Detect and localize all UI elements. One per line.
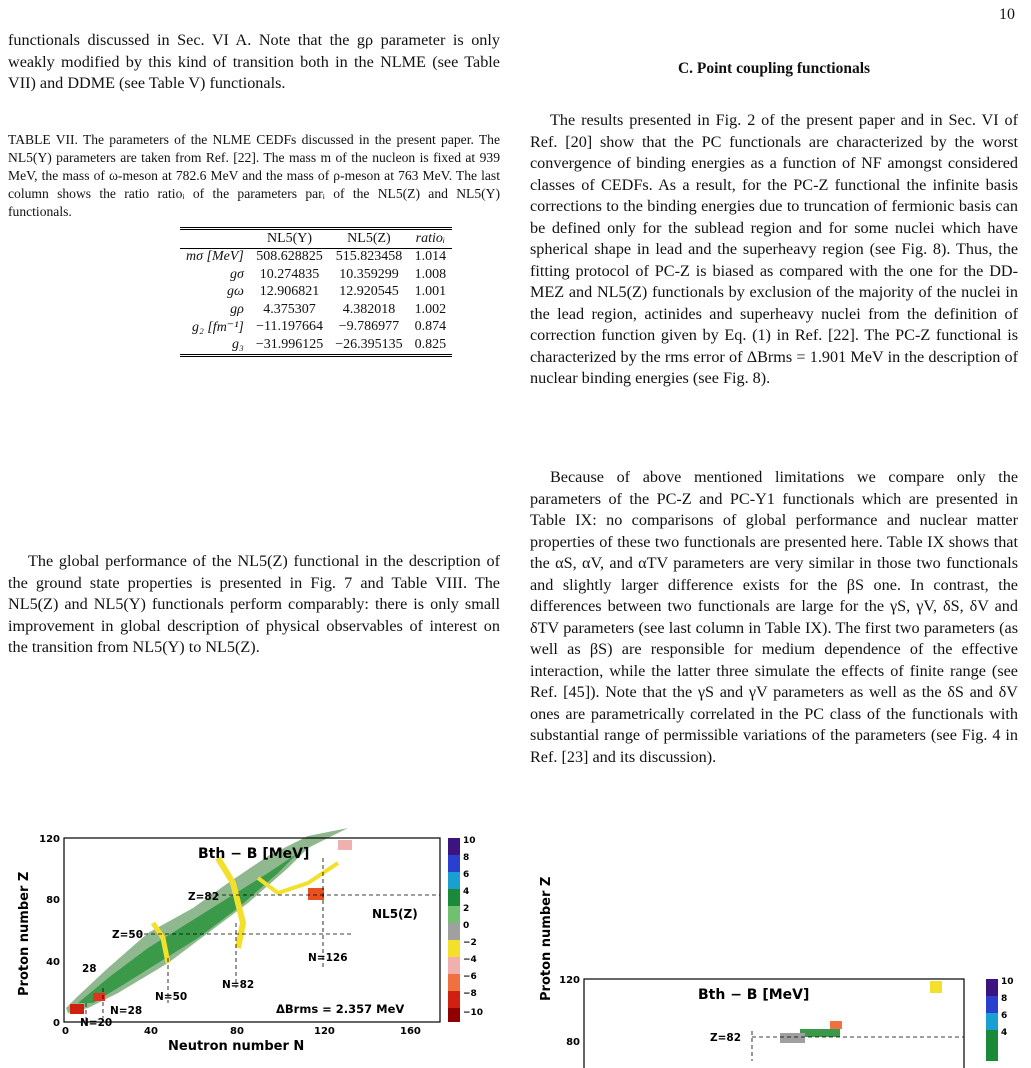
x-tick-labels bbox=[62, 1026, 421, 1037]
table-row bbox=[180, 284, 452, 302]
x-tick-label: 0 bbox=[62, 1026, 69, 1037]
green-region bbox=[800, 1029, 840, 1037]
figure-nl5z-binding-map bbox=[8, 828, 500, 1068]
magic-label: N=20 bbox=[80, 1017, 113, 1029]
x-tick-label: 160 bbox=[400, 1026, 421, 1037]
table-cell: 10.274835 bbox=[259, 266, 320, 282]
table-cell: 4.382018 bbox=[342, 301, 396, 317]
table-cell: 1.002 bbox=[414, 301, 447, 317]
magic-label: Z=82 bbox=[710, 1032, 742, 1044]
y-tick-labels bbox=[39, 834, 60, 1029]
magic-label: 28 bbox=[82, 963, 97, 975]
x-tick-label: 120 bbox=[314, 1026, 335, 1037]
y-axis-label: Proton number Z bbox=[539, 876, 554, 1001]
colorbar-tick-label: 6 bbox=[1001, 1011, 1008, 1021]
colorbar-segment bbox=[986, 996, 998, 1013]
table-cell: gρ bbox=[230, 301, 244, 317]
table-header-row bbox=[180, 229, 452, 249]
pink-region bbox=[338, 840, 352, 850]
colorbar-tick-label: 10 bbox=[463, 836, 476, 846]
table-header-cell: ratioᵢ bbox=[409, 229, 453, 249]
colorbar bbox=[986, 979, 998, 1061]
table-row bbox=[180, 301, 452, 319]
colorbar-segment bbox=[448, 838, 460, 855]
colorbar-tick-label: −6 bbox=[463, 972, 477, 982]
magic-label: Z=82 bbox=[188, 891, 220, 903]
magic-label: N=126 bbox=[308, 952, 348, 964]
orange-region bbox=[830, 1021, 842, 1029]
colorbar-tick-label: 4 bbox=[463, 887, 470, 897]
table-cell: 12.920545 bbox=[339, 284, 399, 300]
colorbar bbox=[448, 838, 460, 1022]
colorbar-segment bbox=[448, 872, 460, 889]
y-tick-label: 80 bbox=[46, 895, 60, 906]
y-tick-label: 120 bbox=[559, 975, 580, 986]
table-cell: 1.001 bbox=[414, 284, 447, 300]
y-axis-label: Proton number Z bbox=[17, 871, 32, 996]
table-row bbox=[180, 248, 452, 266]
table-cell: 0.874 bbox=[414, 319, 447, 335]
colorbar-tick-labels bbox=[463, 836, 483, 1018]
table-cell: g₃ bbox=[180, 336, 250, 355]
colorbar-tick-label: 8 bbox=[463, 853, 470, 863]
yellow-region bbox=[930, 981, 942, 993]
table-cell: −31.996125 bbox=[250, 336, 329, 355]
table-cell: 10.359299 bbox=[339, 266, 399, 282]
colorbar-segment bbox=[448, 855, 460, 872]
table-cell: gσ bbox=[229, 266, 244, 282]
rms-label: ΔBrms = 2.357 MeV bbox=[276, 1002, 405, 1016]
table-cell: 508.628825 bbox=[256, 249, 323, 265]
colorbar-segment bbox=[986, 979, 998, 996]
left-paragraph-2: The global performance of the NL5(Z) functional in the description of the ground state properties is presented in Fig. 7 and Table VIII. The NL5(Z) and NL5(Y) functionals perform comparably: there is only small improvement in global description of physical observables of interest on the transition from NL5(Y) to NL5(Z). bbox=[8, 552, 500, 656]
table-header-cell: NL5(Y) bbox=[250, 229, 329, 249]
table-caption: TABLE VII. The parameters of the NLME CEDFs discussed in the present paper. The NL5(Y) parameters are taken from Ref. [22]. The mass m of the nucleon is fixed at 939 MeV, the mass of ω-meson at 782.6 MeV and the mass of ρ-meson at 763 MeV. The last column shows the ratio ratioᵢ of the parameters parᵢ of the NL5(Z) and NL5(Y) functionals. bbox=[8, 132, 500, 219]
figure-title: Bth − B [MeV] bbox=[698, 987, 810, 1003]
colorbar-tick-label: 6 bbox=[463, 870, 470, 880]
figure-label: NL5(Z) bbox=[372, 907, 418, 921]
right-paragraph-2: Because of above mentioned limitations we compare only the parameters of the PC-Z and PC-Y1 functionals which are presented in Table IX: no comparisons of global performance and nuclear matter properties of these two functionals are presented here. Table IX shows that the αS, αV, and αTV parameters are very similar in those two functionals and slightly larger difference exists for the βS one. In contrast, the differences between two functionals are large for the γS, γV, δS, δV and δTV parameters (see last column in Table IX). The first two parameters (as well as βS) are responsible for medium dependence of the effective interaction, while the latter three simulate the effects of finite range (see Ref. [45]). Note that the γS and γV parameters as well as the δS and δV ones are parametrically correlated in the PC class of the functionals with substantial range of permissible variations of the parameters (see Fig. 4 in Ref. [23] and its discussion). bbox=[530, 468, 1018, 766]
colorbar-tick-label: 0 bbox=[463, 921, 470, 931]
table-cell: g₂ [fm⁻¹] bbox=[191, 319, 244, 335]
colorbar-tick-label: 4 bbox=[1001, 1028, 1008, 1038]
colorbar-tick-label: 2 bbox=[463, 904, 470, 914]
colorbar-tick-label: −10 bbox=[463, 1008, 484, 1018]
section-heading: C. Point coupling functionals bbox=[677, 60, 871, 77]
table-row bbox=[180, 336, 452, 355]
y-tick-labels bbox=[559, 975, 580, 1048]
table-row bbox=[180, 266, 452, 284]
colorbar-segment bbox=[986, 1013, 998, 1030]
table-header-cell: NL5(Z) bbox=[329, 229, 408, 249]
magic-label: N=82 bbox=[222, 979, 255, 991]
colorbar-segment bbox=[448, 991, 460, 1008]
colorbar-segment bbox=[448, 906, 460, 923]
colorbar-tick-label: 10 bbox=[1001, 977, 1014, 987]
x-tick-label: 80 bbox=[230, 1026, 244, 1037]
table-cell: −11.197664 bbox=[256, 319, 323, 335]
table-cell: 515.823458 bbox=[335, 249, 403, 265]
colorbar-tick-labels bbox=[1001, 977, 1014, 1038]
colorbar-segment bbox=[448, 1008, 460, 1022]
table-cell: 4.375307 bbox=[263, 301, 316, 317]
colorbar-segment bbox=[448, 889, 460, 906]
table-row bbox=[180, 319, 452, 337]
colorbar-segment bbox=[448, 957, 460, 974]
nuclide-band-green bbox=[78, 853, 298, 1003]
left-paragraph-1: functionals discussed in Sec. VI A. Note that the gρ parameter is only weakly modified by this kind of transition both in the NLME (see Table VII) and DDME (see Table V) functionals. bbox=[8, 31, 500, 92]
right-paragraph-1: The results presented in Fig. 2 of the present paper and in Sec. VI of Ref. [20] show that the PC functionals are characterized by the worst convergence of binding energies as a function of NF amongst considered classes of CEDFs. As a result, for the PC-Z functional the infinite basis corrections to the binding energies due to truncation of fermionic basis can be defined only for the sublead region and for some nuclei which have spherical shape in lead and the superheavy region (see Fig. 8). Thus, the fitting protocol of PC-Z is biased as compared with the one for the DD-MEZ and NL5(Z) functionals by exclusion of the majority of the nuclei in the lead region, actinides and superheavy nuclei from the definition of correction function given by Eq. (1) in Ref. [22]. The PC-Z functional is characterized by the rms error of ΔBrms = 1.901 MeV in the description of nuclear binding energies (see Fig. 8). bbox=[530, 111, 1018, 387]
table-cell: 0.825 bbox=[409, 336, 453, 355]
magic-label: N=50 bbox=[155, 991, 188, 1003]
y-tick-label: 80 bbox=[566, 1037, 580, 1048]
table-cell: 1.014 bbox=[414, 249, 447, 265]
colorbar-tick-label: −4 bbox=[463, 955, 477, 965]
red-region bbox=[70, 1004, 84, 1014]
y-tick-label: 0 bbox=[53, 1018, 60, 1029]
x-tick-label: 40 bbox=[144, 1026, 158, 1037]
y-tick-label: 40 bbox=[46, 957, 60, 968]
figure-pcz-binding-map bbox=[530, 876, 1018, 1061]
table-header-cell bbox=[180, 229, 250, 249]
table-cell: gω bbox=[226, 284, 244, 300]
colorbar-tick-label: −8 bbox=[463, 989, 477, 999]
colorbar-segment bbox=[448, 974, 460, 991]
colorbar-tick-label: −2 bbox=[463, 938, 477, 948]
table-cell: −26.395135 bbox=[329, 336, 408, 355]
colorbar-segment bbox=[448, 940, 460, 957]
x-axis-label: Neutron number N bbox=[168, 1039, 305, 1054]
colorbar-segment bbox=[448, 923, 460, 940]
table-cell: 1.008 bbox=[414, 266, 447, 282]
magic-label: Z=50 bbox=[112, 929, 144, 941]
colorbar-tick-label: 8 bbox=[1001, 994, 1008, 1004]
parameter-table bbox=[180, 227, 452, 357]
figure-title: Bth − B [MeV] bbox=[198, 846, 310, 862]
table-cell: 12.906821 bbox=[259, 284, 320, 300]
gray-region bbox=[780, 1033, 805, 1043]
magic-label: N=28 bbox=[110, 1005, 143, 1017]
table-cell: mσ [MeV] bbox=[186, 249, 244, 265]
red-region bbox=[308, 888, 324, 900]
table-cell: −9.786977 bbox=[338, 319, 400, 335]
page-number: 10 bbox=[999, 6, 1015, 23]
y-tick-label: 120 bbox=[39, 834, 60, 845]
colorbar-segment bbox=[986, 1030, 998, 1061]
